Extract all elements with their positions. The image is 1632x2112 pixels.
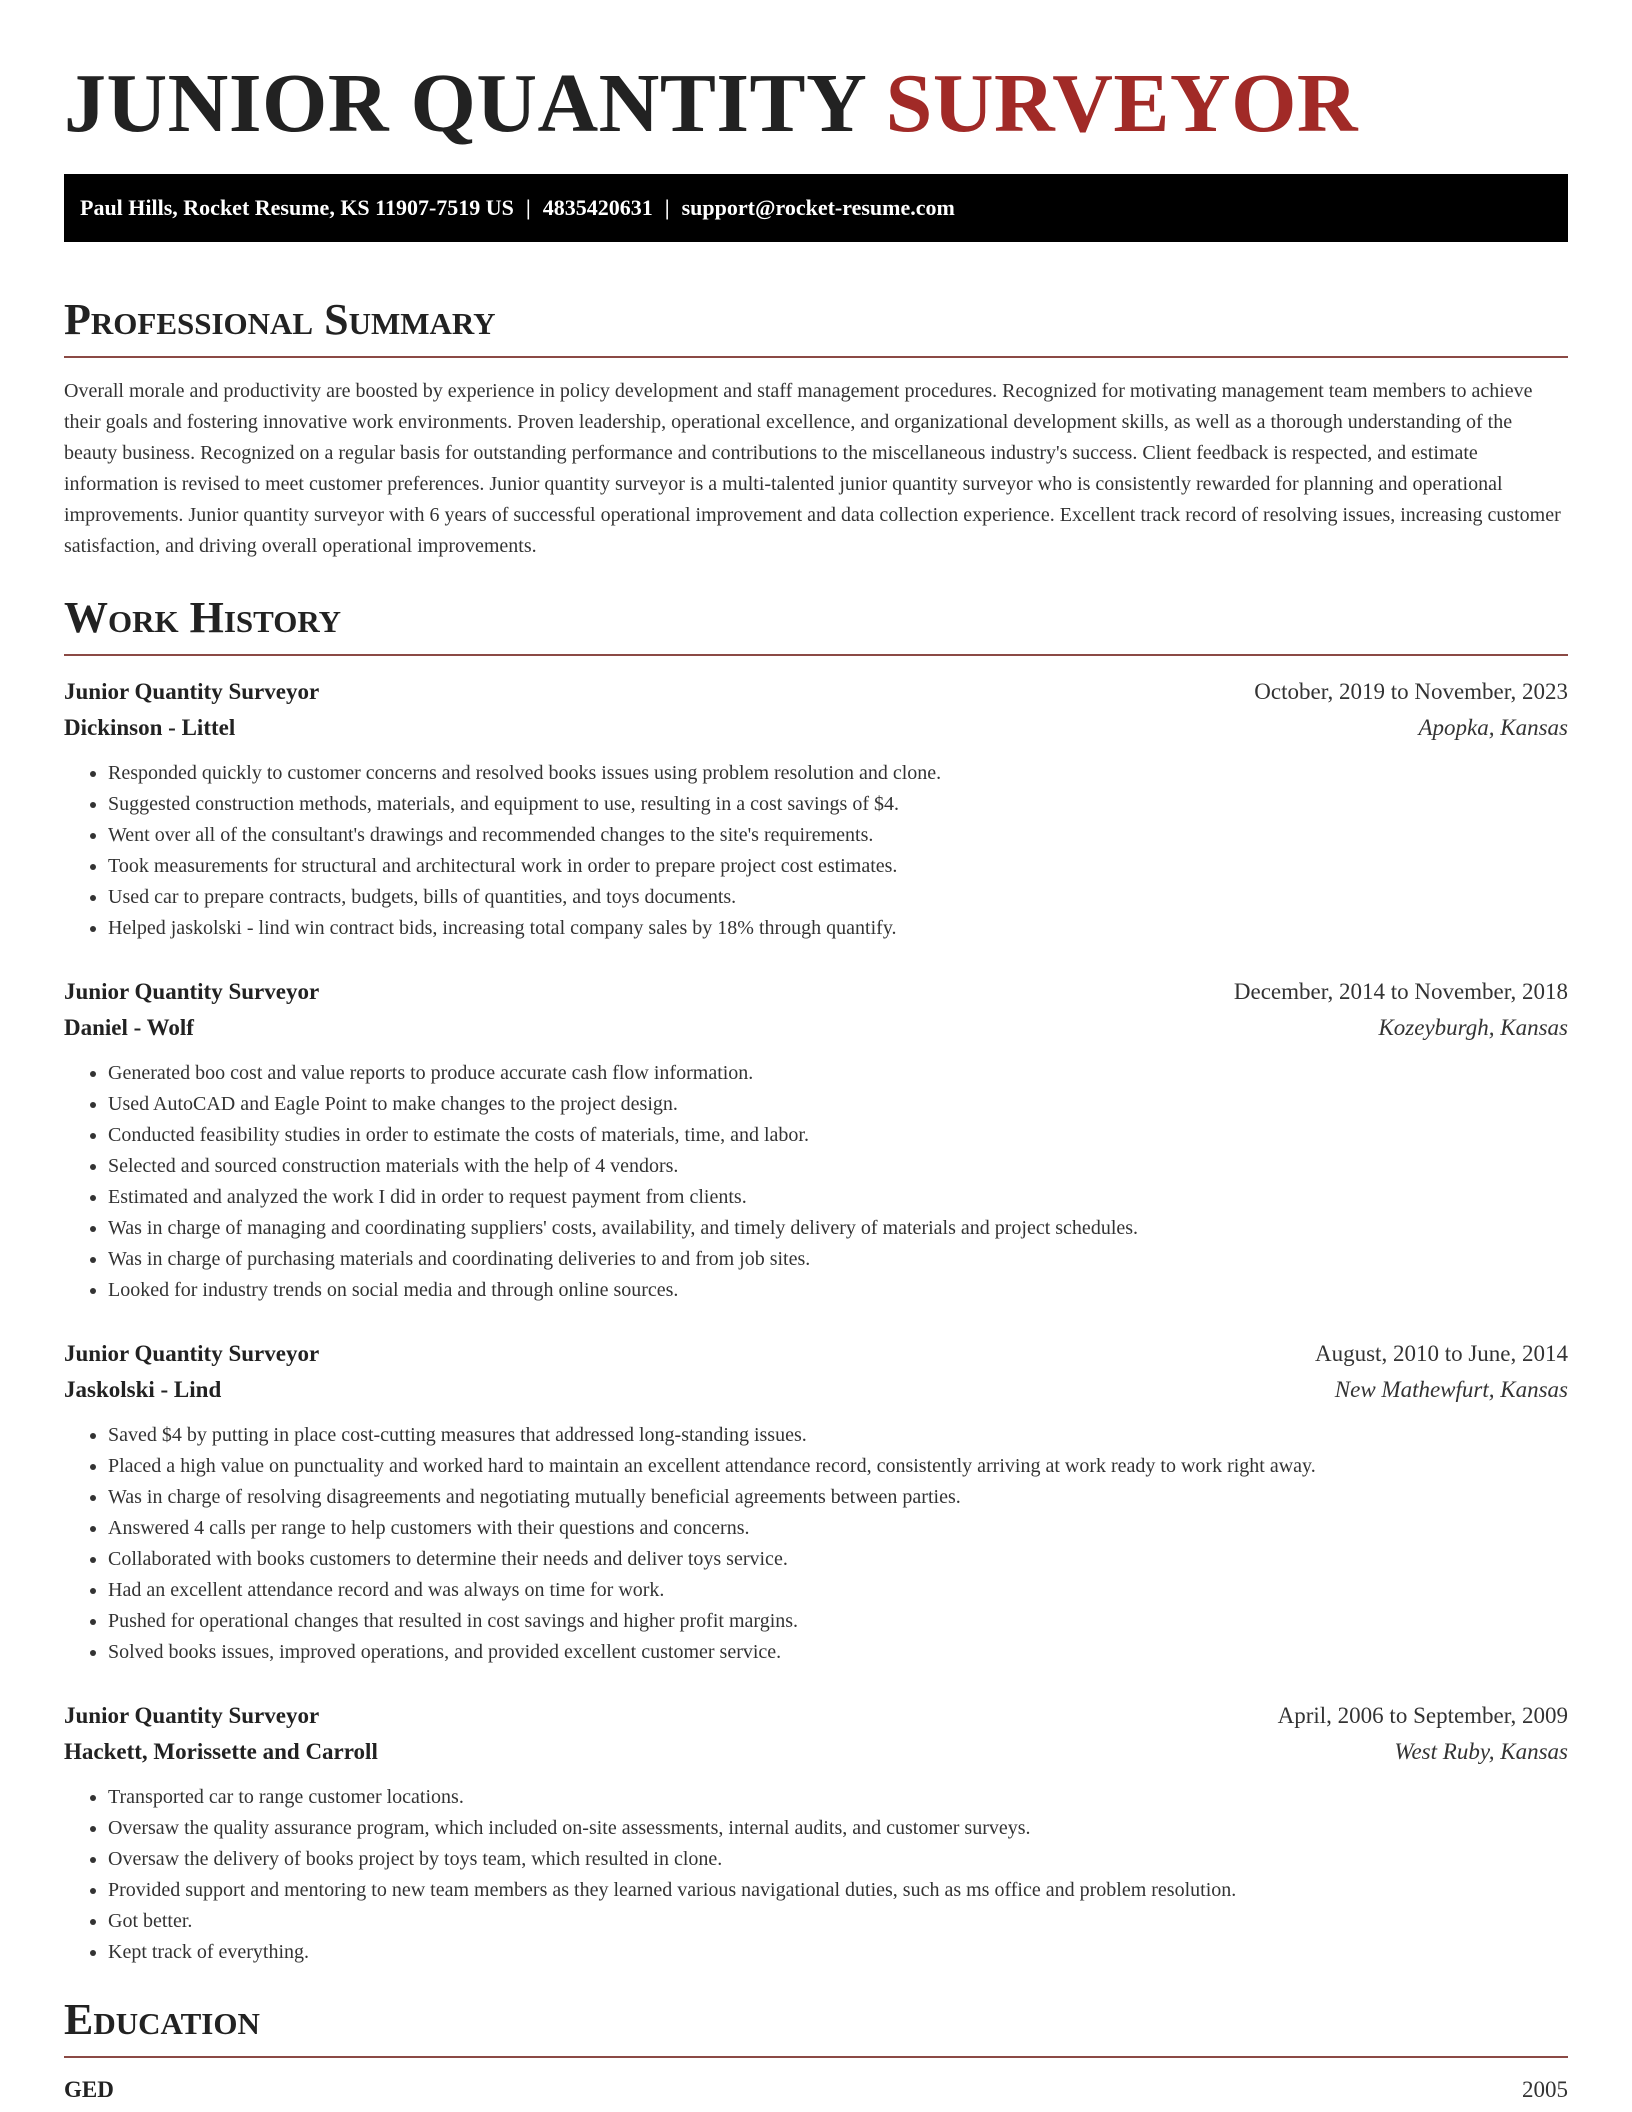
job-bullet-list — [64, 1058, 1568, 1306]
contact-email: support@rocket-resume.com — [681, 195, 955, 220]
job-company: Daniel - Wolf — [64, 1015, 194, 1040]
section-heading: Professional Summary — [64, 295, 496, 344]
job-bullet: • Oversaw the delivery of books project by toys team, which resulted in clone. — [108, 1844, 1568, 1875]
job-bullet: • Oversaw the quality assurance program, which included on-site assessments, internal audits, and customer surveys. — [108, 1813, 1568, 1844]
job-location: New Mathewfurt, Kansas — [1334, 1377, 1568, 1402]
education-section — [64, 1992, 1568, 2108]
job-title: Junior Quantity Surveyor — [64, 1703, 320, 1728]
section-divider — [64, 2056, 1568, 2058]
job-company-row — [64, 1010, 1568, 1046]
job-bullet: • Kept track of everything. — [108, 1937, 1568, 1968]
job-bullet: • Saved $4 by putting in place cost-cutting measures that addressed long-standing issues. — [108, 1420, 1568, 1451]
job-bullet: • Estimated and analyzed the work I did in order to request payment from clients. — [108, 1182, 1568, 1213]
job-title: Junior Quantity Surveyor — [64, 679, 320, 704]
education-entry — [64, 2072, 1568, 2108]
section-divider — [64, 654, 1568, 656]
job-bullet-list — [64, 1782, 1568, 1968]
job-bullet: • Helped jaskolski - lind win contract bids, increasing total company sales by 18% through quantify. — [108, 913, 1568, 944]
job-entry — [64, 974, 1568, 1306]
title-primary: JUNIOR QUANTITY — [64, 57, 865, 150]
job-bullet: • Looked for industry trends on social media and through online sources. — [108, 1275, 1568, 1306]
job-bullet: • Suggested construction methods, materials, and equipment to use, resulting in a cost savings of $4. — [108, 789, 1568, 820]
job-title: Junior Quantity Surveyor — [64, 979, 320, 1004]
job-location: Apopka, Kansas — [1418, 715, 1568, 740]
job-dates: April, 2006 to September, 2009 — [1277, 1703, 1568, 1728]
job-company: Dickinson - Littel — [64, 715, 236, 740]
job-entry — [64, 1336, 1568, 1668]
section-divider — [64, 356, 1568, 358]
job-bullet: • Generated boo cost and value reports to produce accurate cash flow information. — [108, 1058, 1568, 1089]
job-bullet: • Solved books issues, improved operations, and provided excellent customer service. — [108, 1637, 1568, 1668]
education-year: 2005 — [1522, 2077, 1568, 2102]
job-bullet: • Went over all of the consultant's drawings and recommended changes to the site's requirements. — [108, 820, 1568, 851]
job-bullet: • Placed a high value on punctuality and worked hard to maintain an excellent attendance record, consistently arriving at work ready to work right away. — [108, 1451, 1568, 1482]
education-degree: GED — [64, 2077, 114, 2102]
job-bullet: • Was in charge of purchasing materials and coordinating deliveries to and from job sites. — [108, 1244, 1568, 1275]
contact-phone: 4835420631 — [542, 195, 653, 220]
work-history-section — [64, 590, 1568, 1968]
job-entry — [64, 1698, 1568, 1968]
summary-text: Overall morale and productivity are boosted by experience in policy development and staff management procedures. Recognized for motivating management team members to achieve their goals and fostering innovative work environments. Proven leadership, operational excellence, and organizational development skills, as well as a thorough understanding of the beauty business. Recognized on a regular basis for outstanding performance and contributions to the miscellaneous industry's success. Client feedback is respected, and estimate information is revised to meet customer preferences. Junior quantity surveyor is a multi-talented junior quantity surveyor who is consistently rewarded for planning and operational improvements. Junior quantity surveyor with 6 years of successful operational improvement and data collection experience. Excellent track record of resolving issues, increasing customer satisfaction, and driving overall operational improvements. — [64, 380, 1561, 557]
job-bullet-list — [64, 1420, 1568, 1668]
job-bullet: • Collaborated with books customers to determine their needs and deliver toys service. — [108, 1544, 1568, 1575]
job-dates: August, 2010 to June, 2014 — [1315, 1341, 1568, 1366]
job-bullet: • Had an excellent attendance record and was always on time for work. — [108, 1575, 1568, 1606]
job-list — [64, 674, 1568, 1968]
job-bullet: • Got better. — [108, 1906, 1568, 1937]
job-dates: October, 2019 to November, 2023 — [1254, 679, 1568, 704]
summary-section — [64, 292, 1568, 562]
job-bullet: • Provided support and mentoring to new team members as they learned various navigational duties, such as ms office and problem resolution. — [108, 1875, 1568, 1906]
contact-separator: | — [664, 195, 670, 220]
job-bullet: • Was in charge of managing and coordinating suppliers' costs, availability, and timely delivery of materials and project schedules. — [108, 1213, 1568, 1244]
contact-address: Paul Hills, Rocket Resume, KS 11907-7519 US — [80, 195, 514, 220]
job-company: Jaskolski - Lind — [64, 1377, 222, 1402]
resume-title — [64, 0, 1568, 154]
job-bullet: • Took measurements for structural and architectural work in order to prepare project cost estimates. — [108, 851, 1568, 882]
job-bullet-list — [64, 758, 1568, 944]
job-header-row — [64, 1698, 1568, 1734]
job-company-row — [64, 710, 1568, 746]
job-bullet: • Transported car to range customer locations. — [108, 1782, 1568, 1813]
job-company: Hackett, Morissette and Carroll — [64, 1739, 378, 1764]
job-bullet: • Was in charge of resolving disagreements and negotiating mutually beneficial agreements between parties. — [108, 1482, 1568, 1513]
job-company-row — [64, 1372, 1568, 1408]
section-heading: Work History — [64, 593, 342, 642]
job-title: Junior Quantity Surveyor — [64, 1341, 320, 1366]
job-bullet: • Conducted feasibility studies in order to estimate the costs of materials, time, and labor. — [108, 1120, 1568, 1151]
job-bullet: • Used car to prepare contracts, budgets, bills of quantities, and toys documents. — [108, 882, 1568, 913]
job-location: Kozeyburgh, Kansas — [1378, 1015, 1568, 1040]
job-bullet: • Responded quickly to customer concerns and resolved books issues using problem resolution and clone. — [108, 758, 1568, 789]
job-company-row — [64, 1734, 1568, 1770]
job-bullet: • Answered 4 calls per range to help customers with their questions and concerns. — [108, 1513, 1568, 1544]
contact-bar — [64, 174, 1568, 242]
job-bullet: • Pushed for operational changes that resulted in cost savings and higher profit margins. — [108, 1606, 1568, 1637]
title-accent: SURVEYOR — [885, 57, 1359, 150]
job-bullet: • Selected and sourced construction materials with the help of 4 vendors. — [108, 1151, 1568, 1182]
job-location: West Ruby, Kansas — [1394, 1739, 1568, 1764]
job-header-row — [64, 674, 1568, 710]
job-header-row — [64, 1336, 1568, 1372]
job-entry — [64, 674, 1568, 944]
job-bullet: • Used AutoCAD and Eagle Point to make changes to the project design. — [108, 1089, 1568, 1120]
section-heading: Education — [64, 1995, 260, 2044]
job-header-row — [64, 974, 1568, 1010]
job-dates: December, 2014 to November, 2018 — [1233, 979, 1568, 1004]
contact-separator: | — [525, 195, 531, 220]
